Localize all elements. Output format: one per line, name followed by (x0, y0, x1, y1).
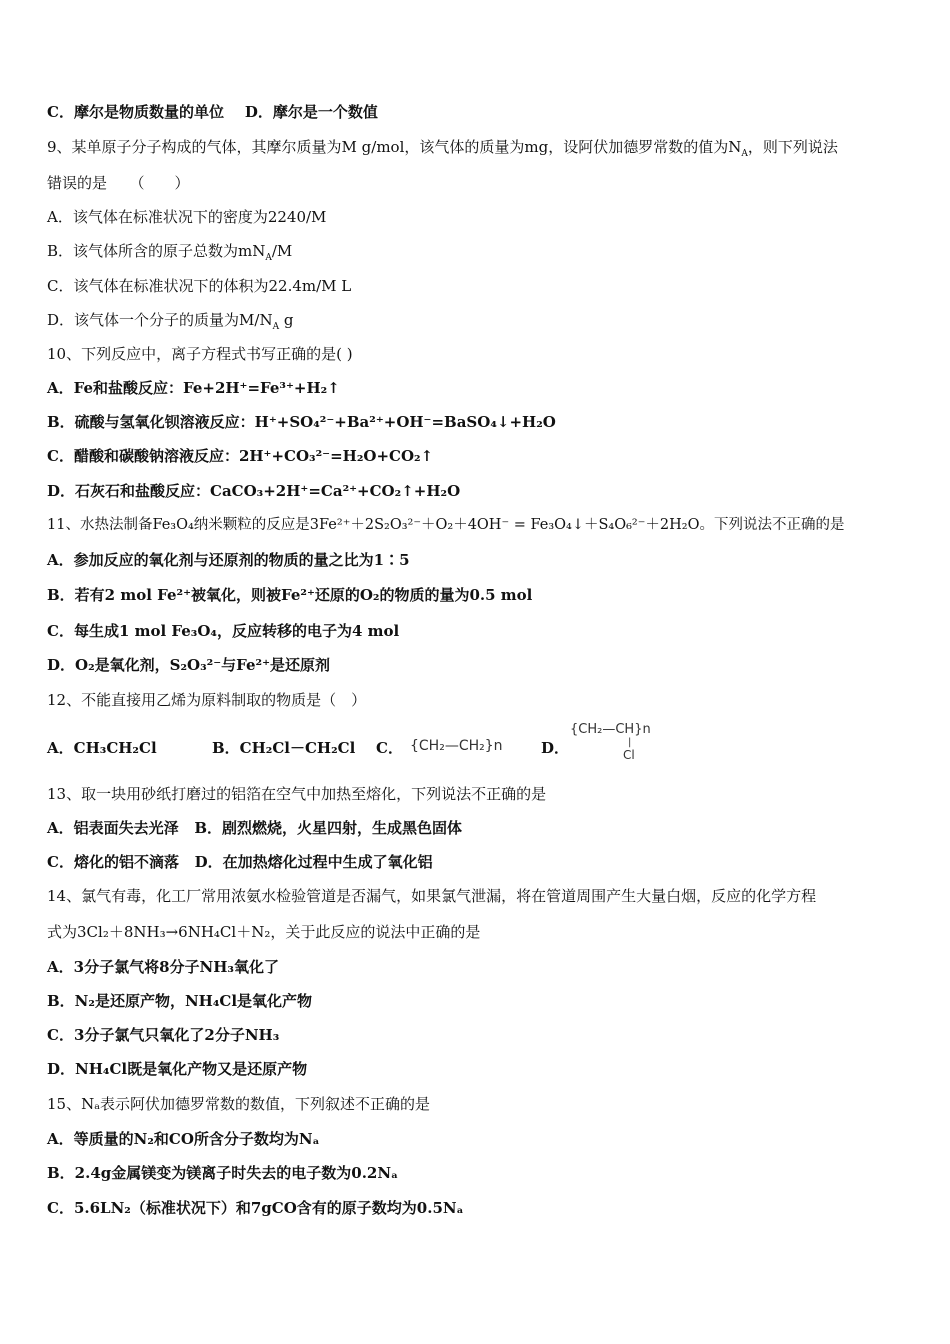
q13-option-c: C．熔化的铝不滴落 (47, 853, 179, 871)
q14-option-c: C．3分子氯气只氧化了2分子NH₃ (47, 1026, 280, 1044)
q9-option-b: B．该气体所含的原子总数为$mN_A/M$ (47, 242, 293, 263)
q15-option-c: C．5.6LN₂（标准状况下）和7gCO含有的原子数均为0.5Nₐ (47, 1199, 464, 1217)
q14-stem-line2: 式为3Cl₂＋8NH₃→6NH₄Cl＋N₂，关于此反应的说法中正确的是 (47, 923, 481, 941)
q10-stem: 10、下列反应中，离子方程式书写正确的是( ) (47, 345, 353, 363)
q14-option-b: B．N₂是还原产物，NH₄Cl是氧化产物 (47, 992, 313, 1010)
q13-option-d: D．在加热熔化过程中生成了氧化铝 (194, 853, 433, 871)
q9-option-c: C．该气体在标准状况下的体积为22.4m/M L (47, 277, 352, 295)
q9-stem-line2: 错误的是 （ ） (47, 174, 190, 192)
q13-stem: 13、取一块用砂纸打磨过的铝箔在空气中加热至熔化，下列说法不正确的是 (47, 785, 547, 803)
q15-stem: 15、Nₐ表示阿伏加德罗常数的数值，下列叙述不正确的是 (47, 1095, 431, 1113)
q13-option-b: B．剧烈燃烧，火星四射，生成黑色固体 (194, 819, 462, 837)
q11-stem: 11、水热法制备Fe₃O₄纳米颗粒的反应是3Fe²⁺＋2S₂O₃²⁻＋O₂＋4OH⁻ = Fe₃O₄↓＋S₄O₆²⁻＋2H₂O。下列说法不正确的是 (47, 517, 845, 533)
q13-options-ab (47, 818, 462, 838)
q12-pvc-chlorine: Cl (623, 748, 635, 762)
q9-stem-line1: 9、某单原子分子构成的气体，其摩尔质量为M g/mol，该气体的质量为mg，设阿伏加德罗常数的值为$N_A$，则下列说法 (47, 138, 838, 159)
q11-option-a: A．参加反应的氧化剂与还原剂的物质的量之比为1∶5 (47, 551, 410, 569)
q12-pvc-bond-line: | (628, 737, 632, 748)
q14-stem-line1: 14、氯气有毒，化工厂常用浓氨水检验管道是否漏气，如果氯气泄漏，将在管道周围产生大量白烟，反应的化学方程 (47, 887, 817, 905)
q14-option-d: D．NH₄Cl既是氧化产物又是还原产物 (47, 1060, 308, 1078)
q11-option-c: C．每生成1 mol Fe₃O₄，反应转移的电子为4 mol (47, 622, 400, 640)
q15-option-a: A．等质量的N₂和CO所含分子数均为Nₐ (47, 1130, 320, 1148)
q12-polyethylene-structure: {CH₂—CH₂}n (410, 738, 503, 754)
q8-option-c: C．摩尔是物质数量的单位 (47, 103, 224, 121)
q13-option-a: A．铝表面失去光泽 (47, 819, 179, 837)
q14-option-a: A．3分子氯气将8分子NH₃氧化了 (47, 958, 279, 976)
q12-option-d-label: D． (541, 739, 570, 757)
q10-option-c: C．醋酸和碳酸钠溶液反应：2H⁺+CO₃²⁻=H₂O+CO₂↑ (47, 447, 434, 465)
q13-options-cd (47, 852, 433, 872)
q10-option-a: A．Fe和盐酸反应：Fe+2H⁺=Fe³⁺+H₂↑ (47, 379, 340, 397)
q10-option-b: B．硫酸与氢氧化钡溶液反应：H⁺+SO₄²⁻+Ba²⁺+OH⁻=BaSO₄↓+H₂O (47, 413, 556, 431)
q12-stem: 12、不能直接用乙烯为原料制取的物质是（ ） (47, 691, 367, 709)
q8-option-d: D．摩尔是一个数值 (244, 103, 378, 121)
q10-option-d: D．石灰石和盐酸反应：CaCO₃+2H⁺=Ca²⁺+CO₂↑+H₂O (47, 482, 461, 500)
q11-option-d: D．O₂是氧化剂，S₂O₃²⁻与Fe²⁺是还原剂 (47, 656, 331, 674)
q11-option-b: B．若有2 mol Fe²⁺被氧化，则被Fe²⁺还原的O₂的物质的量为0.5 mol (47, 586, 533, 604)
q12-pvc-structure: {CH₂—CH}n (570, 722, 651, 737)
q12-option-c-label: C． (376, 739, 403, 757)
q15-option-b: B．2.4g金属镁变为镁离子时失去的电子数为0.2Nₐ (47, 1164, 399, 1182)
q9-option-d: D．该气体一个分子的质量为$M/N_A$ g (47, 311, 294, 332)
q8-options-cd (47, 102, 378, 122)
q9-option-a: A．该气体在标准状况下的密度为2240/M (47, 208, 327, 226)
q12-option-a: A．CH₃CH₂Cl (47, 739, 157, 757)
q12-option-b: B．CH₂Cl－CH₂Cl (212, 739, 356, 757)
